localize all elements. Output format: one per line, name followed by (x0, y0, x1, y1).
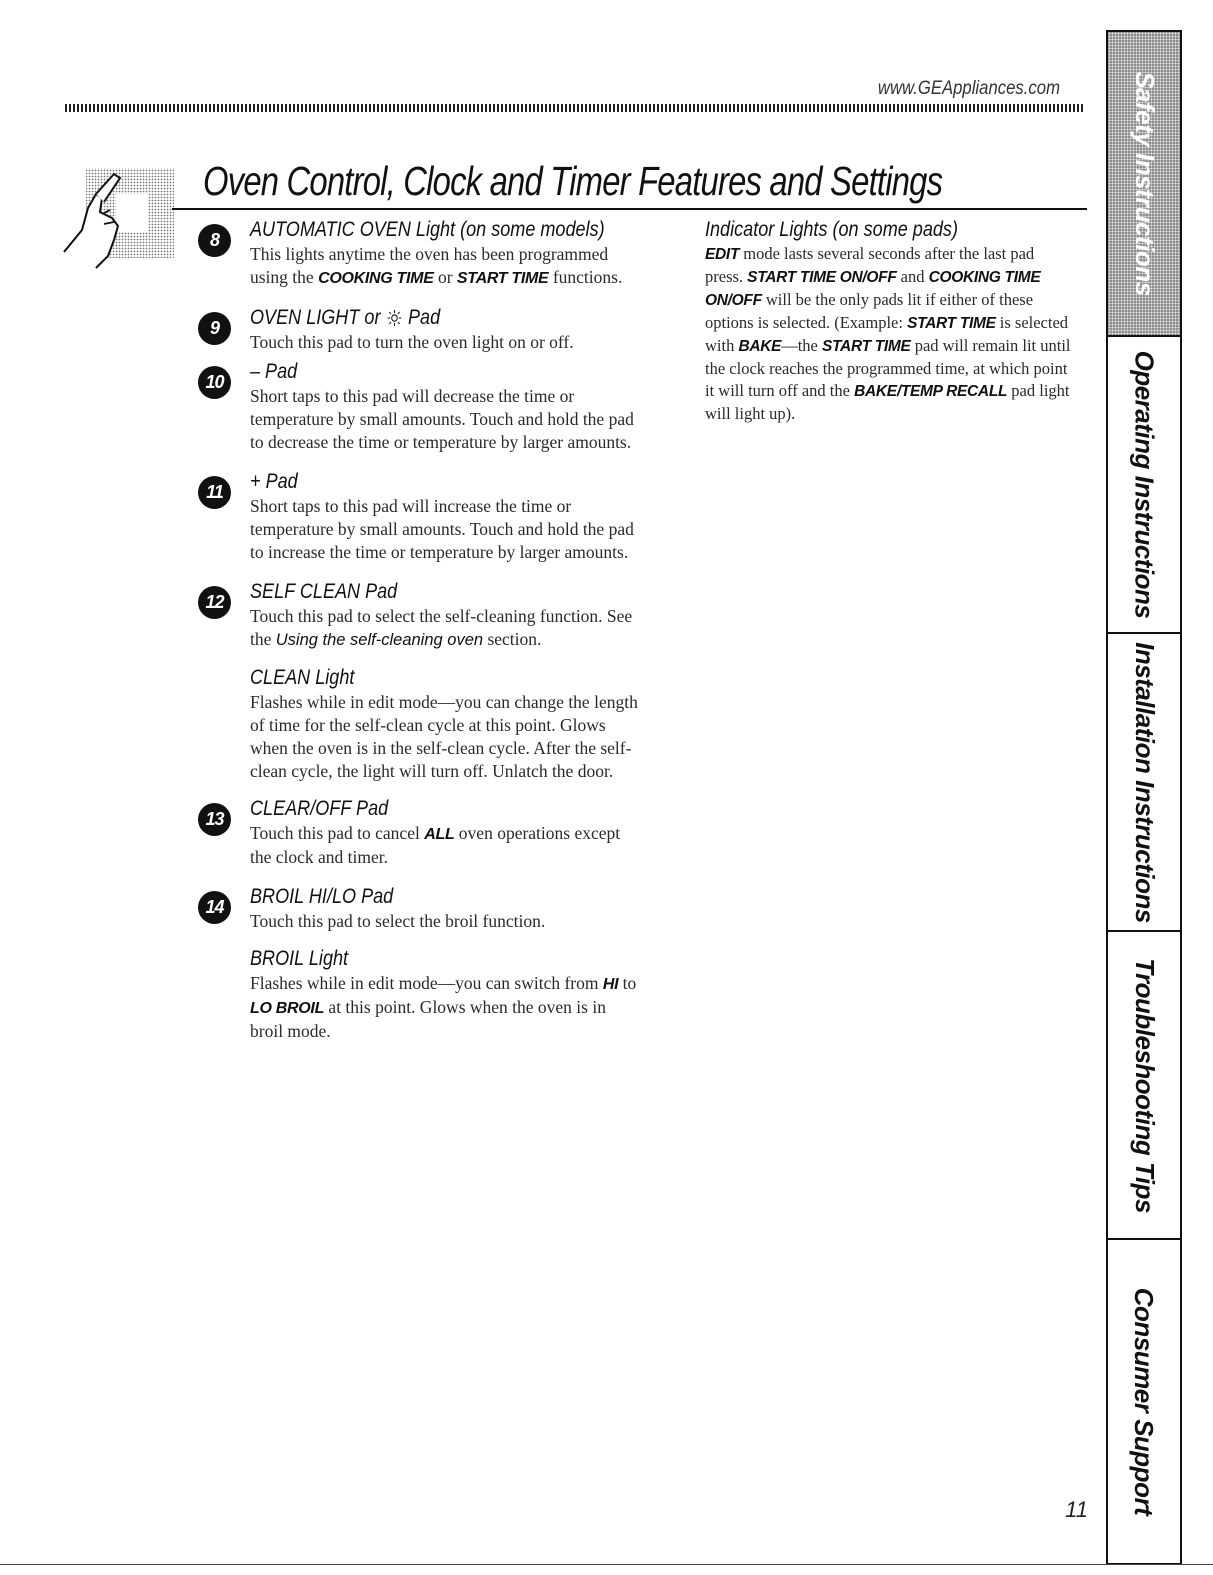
title-rule (172, 208, 1087, 210)
sub-description: Flashes while in edit mode—you can change the length of time for the self-clean cycle at this point. Glows when the oven is in the self-clean cycle. After the self-clean cycle, the light will turn off. Unlatch the door. (250, 692, 638, 781)
sub-heading: BROIL Light (250, 947, 349, 970)
feature-heading: BROIL HI/LO Pad (250, 885, 394, 908)
feature-8 (198, 218, 638, 290)
feature-description: Short taps to this pad will increase the time or temperature by small amounts. Touch and hold the pad to increase the time or temperature by larger amounts. (250, 496, 634, 562)
tab-label: Troubleshooting Tips (1129, 957, 1160, 1213)
number-badge: 10 (198, 366, 231, 399)
features-left-column (198, 218, 638, 1043)
bottom-rule (0, 1564, 1213, 1565)
section-sidebar (1106, 30, 1182, 1565)
indicator-heading: Indicator Lights (on some pads) (705, 218, 958, 241)
page-number: 11 (1065, 1497, 1088, 1522)
feature-description: Touch this pad to cancel ALL oven operations except the clock and timer. (250, 823, 621, 867)
tab-label: Installation Instructions (1129, 641, 1160, 923)
page-title: Oven Control, Clock and Timer Features and Settings (203, 158, 943, 204)
website-url: www.GEAppliances.com (877, 78, 1060, 99)
feature-description: Touch this pad to select the self-cleaning function. See the Using the self-cleaning oven section. (250, 606, 633, 649)
sidebar-tab-operating[interactable] (1108, 337, 1180, 634)
sub-description: Flashes while in edit mode—you can switch from HI to LO BROIL at this point. Glows when the oven is in broil mode. (250, 973, 637, 1041)
number-badge: 12 (198, 586, 231, 619)
indicator-lights-section (705, 218, 1075, 425)
feature-description: Touch this pad to select the broil function. (250, 911, 546, 931)
number-badge: 9 (198, 312, 231, 345)
hand-pressing-icon (58, 160, 178, 270)
feature-14 (198, 885, 638, 1043)
sidebar-tab-troubleshooting[interactable] (1108, 932, 1180, 1240)
number-badge: 8 (198, 224, 231, 257)
feature-description: Short taps to this pad will decrease the time or temperature by small amounts. Touch and hold the pad to decrease the time or temperature by larger amounts. (250, 386, 634, 452)
feature-heading: OVEN LIGHT or Pad (250, 306, 441, 329)
feature-heading: – Pad (250, 360, 298, 383)
sub-heading: CLEAN Light (250, 666, 355, 689)
feature-13 (198, 797, 638, 869)
tab-label: Operating Instructions (1129, 350, 1160, 619)
sidebar-tab-safety[interactable] (1108, 32, 1180, 337)
number-badge: 13 (198, 803, 231, 836)
sidebar-tab-consumer-support[interactable] (1108, 1240, 1180, 1563)
feature-9 (198, 306, 638, 354)
sidebar-tab-installation[interactable] (1108, 634, 1180, 932)
feature-12 (198, 580, 638, 783)
feature-description: Touch this pad to turn the oven light on or off. (250, 332, 574, 352)
tab-label: Consumer Support (1129, 1287, 1160, 1516)
feature-description: This lights anytime the oven has been programmed using the COOKING TIME or START TIME functions. (250, 244, 623, 287)
number-badge: 11 (198, 476, 231, 509)
feature-heading: + Pad (250, 470, 298, 493)
feature-11 (198, 470, 638, 564)
header-rule (65, 104, 1085, 112)
tab-label: Safety Instructions (1129, 71, 1160, 296)
feature-10 (198, 360, 638, 454)
indicator-description: EDIT mode lasts several seconds after the last pad press. START TIME ON/OFF and COOKING TIME ON/OFF will be the only pads lit if either of these options is selected. (Example: START TIME is selected with BAKE—the START TIME pad will remain lit until the clock reaches the programmed time, at which point it will turn off and the BAKE/TEMP RECALL pad light will light up). (705, 244, 1071, 423)
light-bulb-icon (386, 309, 403, 327)
feature-heading: AUTOMATIC OVEN Light (on some models) (250, 218, 605, 241)
number-badge: 14 (198, 891, 231, 924)
feature-heading: SELF CLEAN Pad (250, 580, 398, 603)
feature-heading: CLEAR/OFF Pad (250, 797, 389, 820)
